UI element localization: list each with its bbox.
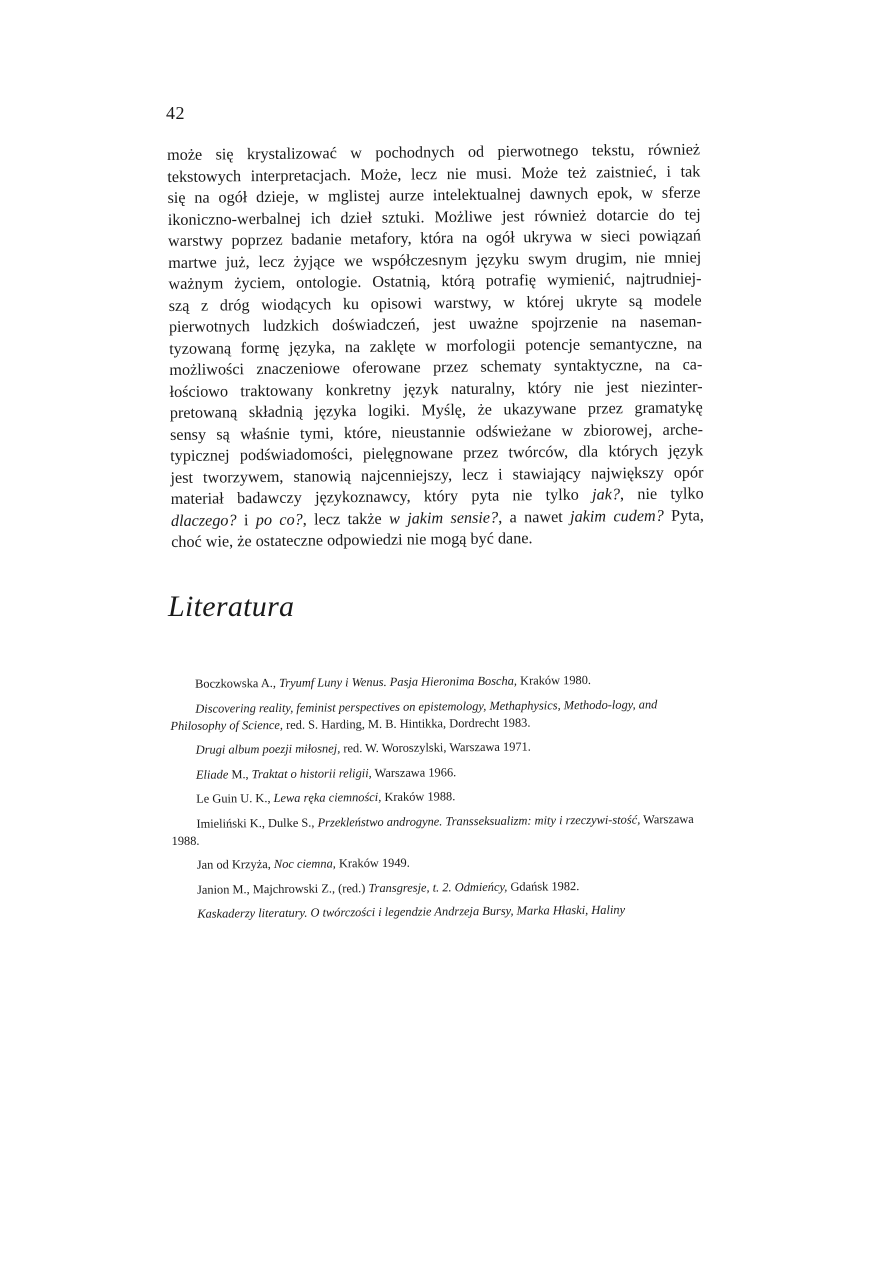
body-line: szą z dróg wiodących ku opisowi warstwy, w której ukryte są modele: [168, 290, 702, 315]
reference-imprint: Kraków 1949.: [335, 855, 410, 871]
italic-question: w jakim sensie?: [388, 508, 499, 528]
reference-author: Imieliński K., Dulke S.,: [196, 815, 318, 831]
reference-item: [172, 876, 707, 898]
reference-imprint: Kraków 1988.: [381, 789, 456, 804]
body-line: typicznej podświadomości, pielęgnowane przez twórców, dla których język: [170, 441, 704, 465]
reference-author: Janion M., Majchrowski Z., (red.): [196, 880, 369, 897]
italic-question: po co?: [255, 510, 303, 529]
body-line-text: Pyta,: [663, 505, 705, 525]
body-line: ikoniczno-werbalnej ich dzieł sztuki. Możliwe jest również dotarcie do tej: [167, 204, 701, 229]
reference-imprint: Kraków 1980.: [516, 672, 592, 688]
reference-item: [171, 786, 706, 808]
reference-title: Lewa ręka ciemności,: [273, 789, 382, 806]
reference-item: [170, 695, 705, 734]
body-line-text: , nie tylko: [619, 484, 704, 504]
reference-author: Le Guin U. K.,: [196, 791, 274, 806]
body-line: możliwości znaczeniowe oferowane przez schematy syntaktyczne, na ca-: [169, 355, 703, 379]
body-line: sensy są właśnie tymi, które, nieustannie odświeżane w zbiorowej, arche-: [169, 419, 704, 444]
body-line-text: , lecz także: [302, 509, 390, 529]
body-line-text: materiał badawczy językoznawcy, który pyta nie tylko: [170, 485, 593, 508]
reference-title: Kaskaderzy literatury. O twórczości i legendzie Andrzeja Bursy, Marka Hłaski, Haliny: [197, 902, 626, 921]
reference-item: [172, 852, 707, 874]
reference-title: Traktat o historii religii,: [251, 765, 372, 781]
body-line: tyzowaną formę języka, na zaklęte w morfologii potencje semantyczne, na: [169, 333, 703, 358]
body-line: warstwy poprzez badanie metafory, która na ogół ukrywa w sieci powiązań: [167, 226, 702, 250]
body-line: łościowo traktowany konkretny język naturalny, który nie jest niezinter-: [169, 376, 703, 401]
body-line: martwe już, lecz żyjące we współczesnym języku swym drugim, nie mniej: [168, 247, 702, 272]
reference-title: Tryumf Luny i Wenus. Pasja Hieronima Boscha,: [278, 673, 518, 690]
body-line: choć wie, że ostateczne odpowiedzi nie mogą być dane.: [171, 529, 533, 551]
reference-item: [170, 671, 705, 693]
reference-item: [172, 901, 707, 923]
reference-author-italic: Eliade: [195, 766, 229, 782]
body-line: pierwotnych ludzkich doświadczeń, jest uważne spojrzenie na naseman-: [168, 312, 702, 336]
reference-item: [171, 810, 706, 849]
reference-author: Jan od Krzyża,: [196, 857, 274, 872]
page-number: 42: [166, 103, 185, 123]
italic-question: jakim cudem?: [569, 506, 664, 526]
body-line: pretowaną składnią języka logiki. Myślę, że ukazywane przez gramatykę: [169, 398, 703, 422]
reference-item: [171, 761, 706, 783]
reference-author: M.,: [228, 766, 252, 781]
body-line-text: i: [236, 510, 256, 529]
reference-title: Drugi album poezji miłosnej,: [195, 741, 341, 757]
section-heading: Literatura: [168, 590, 295, 623]
body-line: tekstowych interpretacjach. Może, lecz nie musi. Może też zaistnieć, i tak: [167, 161, 701, 186]
reference-imprint: red. W. Woroszylski, Warszawa 1971.: [340, 739, 531, 756]
reference-title: Przekleństwo androgyne. Transseksualizm: mity i rzeczywi-stość,: [317, 811, 641, 830]
reference-imprint: Gdańsk 1982.: [507, 878, 580, 894]
reference-title: Noc ciemna,: [273, 856, 336, 872]
body-line: może się krystalizować w pochodnych od pierwotnego tekstu, również: [167, 140, 701, 164]
reference-item: [171, 737, 706, 759]
italic-question: dlaczego?: [170, 510, 237, 530]
reference-author: Boczkowska A.,: [195, 675, 280, 691]
body-line: ważnym życiem, ontologie. Ostatnią, którą potrafię wymienić, najtrudniej-: [168, 269, 702, 293]
reference-list: [170, 671, 707, 931]
reference-imprint: red. S. Harding, M. B. Hintikka, Dordrecht 1983.: [282, 715, 531, 732]
body-line: jest tworzywem, stanowią najcenniejszy, lecz i stawiający największy opór: [170, 462, 704, 487]
reference-imprint: Warszawa 1988.: [171, 811, 694, 848]
body-line-text: , a nawet: [498, 507, 571, 527]
body-paragraph: [167, 139, 704, 553]
reference-imprint: Warszawa 1966.: [371, 764, 457, 780]
body-line: się na ogół dzieje, w mglistej aurze intelektualnej dawnych epok, w sferze: [167, 183, 701, 207]
reference-title: Transgresje, t. 2. Odmieńcy,: [368, 879, 508, 895]
italic-question: jak?: [592, 485, 621, 504]
reference-title: Discovering reality, feminist perspectives on epistemology, Methaphysics, Methodo-logy, and Philosophy of Science,: [170, 696, 658, 733]
